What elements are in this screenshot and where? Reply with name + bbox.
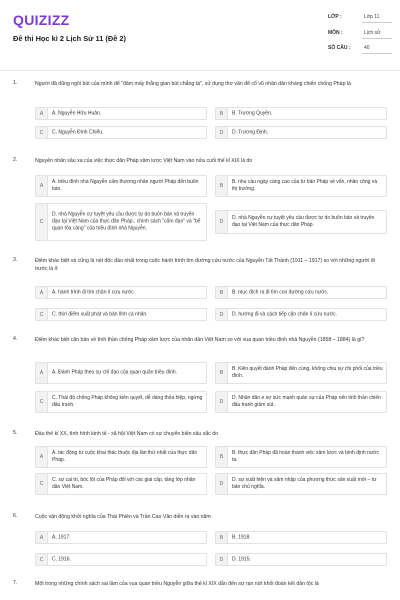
option-letter: A — [36, 363, 48, 383]
meta-count-value: 40 — [364, 45, 370, 51]
question-text: Điểm khác biệt và cũng là nét độc đáo nhất trong cuộc hành trình tìm đường cứu nước của Nguyễn Tất Thành (1911 – 1917) so với những người đi trước là ở — [35, 258, 375, 272]
question-number: 6. — [13, 513, 18, 519]
option-d[interactable] — [215, 126, 387, 139]
meta-count-underline — [362, 53, 392, 54]
meta-subject-value: Lịch sử — [364, 30, 381, 36]
option-text: D. hướng đi và cách tiếp cận chân lí cứu nước. — [232, 311, 337, 317]
option-d[interactable] — [215, 553, 387, 566]
option-d[interactable] — [215, 391, 387, 413]
meta-count-label: SỐ CÂU : — [328, 45, 351, 51]
option-c[interactable] — [35, 126, 207, 139]
option-b[interactable] — [215, 531, 387, 544]
option-letter: D — [216, 554, 228, 565]
question-number: 1. — [13, 80, 18, 86]
question-text: Điểm khác biệt căn bản về tình thần chống Pháp xâm lược của nhân dân Việt Nam so với vua quan triều đình nhà Nguyễn (1858 – 1884) là gì? — [35, 337, 365, 343]
option-a[interactable] — [35, 531, 207, 544]
option-letter: D — [216, 211, 228, 233]
option-text: C. 1916. — [52, 556, 71, 562]
option-text: D. 1915. — [232, 556, 251, 562]
option-c[interactable] — [35, 308, 207, 321]
option-b[interactable] — [215, 286, 387, 299]
option-c[interactable] — [35, 391, 207, 413]
option-letter: D — [216, 474, 228, 494]
option-letter: B — [216, 447, 228, 467]
option-text: A. 1917. — [52, 534, 71, 540]
option-text: C. sự cai trị, bóc lột của Pháp đối với các giai cấp, tầng lớp nhân dân Việt Nam. — [52, 477, 196, 490]
question-number: 4. — [13, 336, 18, 342]
question-number: 5. — [13, 430, 18, 436]
exam-title: Đề thi Học kì 2 Lịch Sử 11 (Đề 2) — [13, 34, 126, 43]
meta-count — [328, 45, 392, 55]
option-letter: A — [36, 108, 48, 119]
option-text: C. Nguyễn Đình Chiểu. — [52, 129, 104, 135]
question-number: 2. — [13, 157, 18, 163]
option-text: D. Nhân dân e sợ sức mạnh quân sự của Pháp nên tinh thần chiến đấu tranh giảm sút. — [232, 395, 381, 408]
option-text: A. hành trình đi tìm chân lí cứu nước. — [52, 289, 136, 295]
option-letter: B — [216, 532, 228, 543]
option-a[interactable] — [35, 446, 207, 468]
option-text: B. nhu cầu ngày càng cao của tư bản Pháp về vốn, nhân công và thị trường. — [232, 179, 378, 192]
option-letter: A — [36, 447, 48, 467]
option-text: C. Thái độ chống Pháp không kiên quyết, dễ dàng thỏa hiệp, ngừng đấu tranh. — [52, 395, 203, 408]
option-letter: A — [36, 532, 48, 543]
option-b[interactable] — [215, 175, 387, 197]
option-text: B. Trương Quyền. — [232, 110, 273, 116]
quizizz-logo: QUIZIZZ — [13, 12, 70, 28]
option-letter: C — [36, 309, 48, 320]
question-number: 7. — [13, 580, 18, 586]
option-a[interactable] — [35, 107, 207, 120]
meta-class — [328, 14, 392, 24]
option-a[interactable] — [35, 362, 207, 384]
option-d[interactable] — [215, 308, 387, 321]
option-text: B. Kiên quyết đánh Pháp đến cùng, không chịu sự chi phối của triều đình. — [232, 366, 383, 379]
meta-class-label: LỚP : — [328, 14, 342, 20]
option-letter: B — [216, 176, 228, 196]
option-text: D. Trương Định. — [232, 129, 269, 135]
option-d[interactable] — [215, 210, 387, 234]
option-letter: A — [36, 287, 48, 298]
option-text: A. Đánh Pháp theo sự chỉ đạo của quan quân triều đình. — [52, 369, 178, 376]
option-text: D. nhà Nguyễn cự tuyệt yêu cầu được tự do buôn bán và truyền đạo tại Việt Nam của thực dân Pháp.. chính sách "cấm đạo" và "bế quan tỏa cảng" của triều đình nhà Nguyễn. — [52, 211, 201, 232]
option-letter: C — [36, 127, 48, 138]
option-letter: C — [36, 204, 48, 240]
meta-class-value: Lớp 11 — [364, 14, 380, 20]
option-letter: A — [36, 176, 48, 196]
question-number: 3. — [13, 257, 18, 263]
option-text: B. thực dân Pháp đã hoàn thành việc xâm lược và bình định nước ta. — [232, 450, 379, 463]
meta-subject-underline — [362, 38, 392, 39]
option-letter: C — [36, 392, 48, 412]
option-letter: B — [216, 363, 228, 383]
option-a[interactable] — [35, 286, 207, 299]
option-text: A. tác động từ cuộc khai thác thuộc địa lần thứ nhất của thực dân Pháp. — [52, 450, 198, 463]
option-text: A. triều đình nhà Nguyễn cấm thương nhân người Pháp đến buôn bán. — [52, 179, 199, 192]
option-text: C. thời điểm xuất phát và bản lĩnh cá nhân. — [52, 311, 148, 317]
option-text: D. sự xuất hiện và xâm nhập của phương thức sản xuất mới – tư bản chủ nghĩa. — [232, 477, 377, 490]
option-b[interactable] — [215, 446, 387, 468]
option-b[interactable] — [215, 362, 387, 384]
option-letter: D — [216, 392, 228, 412]
option-text: D. nhà Nguyễn cự tuyệt yêu cầu được tự do buôn bán và truyền đạo tại Việt Nam của thực dân Pháp. — [232, 215, 375, 228]
option-c[interactable] — [35, 203, 207, 241]
option-letter: B — [216, 108, 228, 119]
question-text: Cuộc vận động khởi nghĩa của Thái Phiên và Trần Cao Vân diễn ra vào năm — [35, 514, 211, 520]
meta-class-underline — [362, 22, 392, 23]
option-text: B. 1918. — [232, 534, 251, 540]
meta-subject-label: MÔN : — [328, 30, 343, 36]
option-c[interactable] — [35, 473, 207, 495]
option-text: A. Nguyễn Hữu Huân. — [52, 110, 102, 116]
option-letter: C — [36, 554, 48, 565]
option-a[interactable] — [35, 175, 207, 197]
meta-subject — [328, 30, 392, 40]
option-letter: C — [36, 474, 48, 494]
worksheet-header — [0, 0, 400, 64]
option-text: B. mục đích ra đi tìm con đường cứu nước. — [232, 289, 329, 295]
question-text: Đầu thế kỉ XX, tình hình kinh tế - xã hội Việt Nam có sự chuyển biến sâu sắc do — [35, 431, 219, 437]
option-letter: D — [216, 127, 228, 138]
option-letter: D — [216, 309, 228, 320]
question-text: Một trong những chính sách sai lầm của vua quan triều Nguyễn giữa thế kỉ XIX dẫn đến sự rạn nứt khối đoàn kết dân tộc là — [35, 581, 319, 587]
option-c[interactable] — [35, 553, 207, 566]
header-divider — [0, 70, 400, 71]
question-text: Nguyên nhân sâu xa của việc thực dân Pháp xâm lược Việt Nam vào nửa cuối thế kỉ XIX là do — [35, 158, 253, 164]
question-text: Người đã dũng ngòi bút của mình để "đâm mấy thằng gian bút chẳng tà", sử dụng thơ văn để cổ vũ nhân dân kháng chiến chống Pháp là — [35, 81, 351, 87]
option-letter: B — [216, 287, 228, 298]
option-d[interactable] — [215, 473, 387, 495]
option-b[interactable] — [215, 107, 387, 120]
